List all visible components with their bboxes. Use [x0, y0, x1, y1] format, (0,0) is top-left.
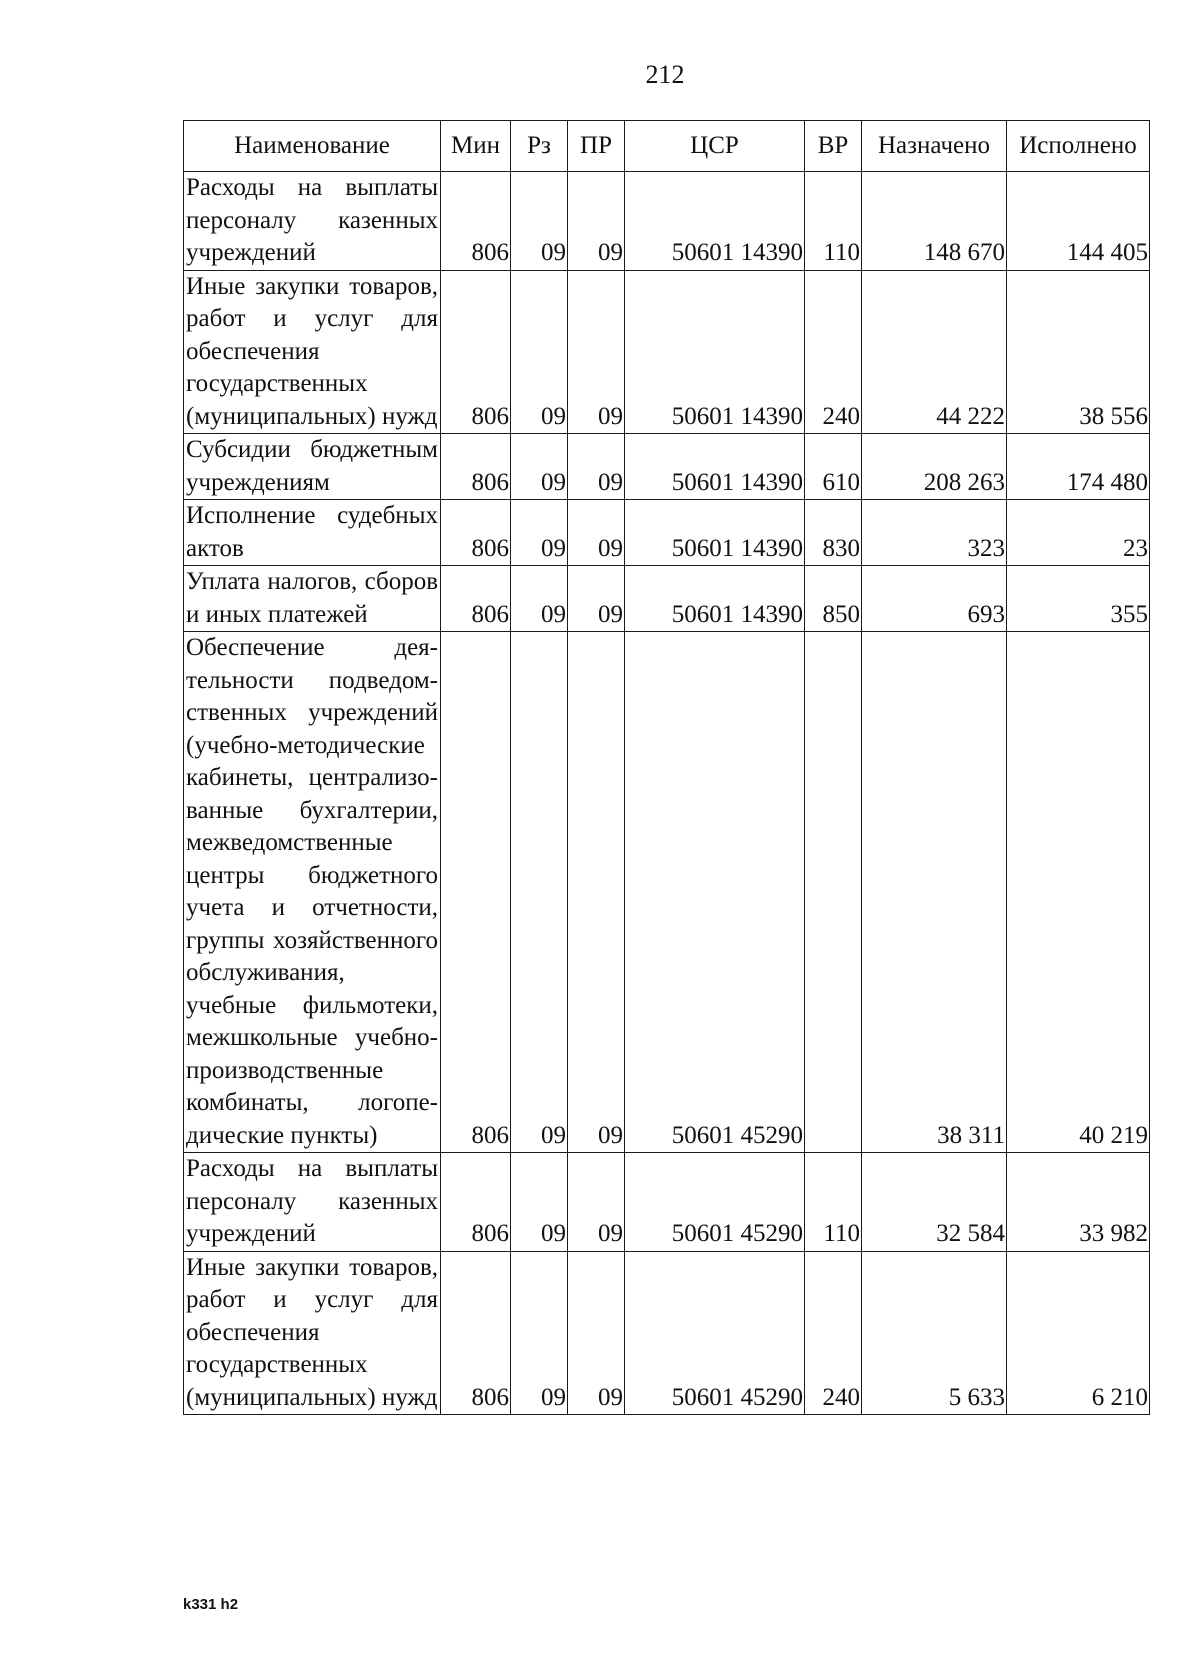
row-rz: 09 — [511, 434, 568, 500]
row-name: Уплата налогов, сборов и иных платежей — [184, 566, 441, 632]
row-min: 806 — [441, 566, 511, 632]
row-vr: 850 — [805, 566, 862, 632]
table-header — [184, 121, 1150, 172]
row-name: Исполнение судебных актов — [184, 500, 441, 566]
budget-table — [183, 120, 1150, 1415]
table-row — [184, 1251, 1150, 1415]
row-min: 806 — [441, 172, 511, 271]
header-assigned: Назначено — [862, 121, 1007, 172]
table-row — [184, 500, 1150, 566]
row-csr: 50601 45290 — [625, 632, 805, 1153]
row-name: Расходы на выплаты персоналу казенных учреждений — [184, 1153, 441, 1252]
row-executed: 355 — [1007, 566, 1150, 632]
row-rz: 09 — [511, 172, 568, 271]
row-assigned: 44 222 — [862, 270, 1007, 434]
header-row — [184, 121, 1150, 172]
row-pr: 09 — [568, 500, 625, 566]
row-vr: 610 — [805, 434, 862, 500]
row-rz: 09 — [511, 270, 568, 434]
row-vr: 110 — [805, 1153, 862, 1252]
header-executed: Исполнено — [1007, 121, 1150, 172]
row-name: Иные закупки товаров, работ и услуг для обеспечения государственных (муниципальных) нужд — [184, 270, 441, 434]
row-min: 806 — [441, 500, 511, 566]
row-rz: 09 — [511, 1251, 568, 1415]
row-rz: 09 — [511, 500, 568, 566]
row-assigned: 208 263 — [862, 434, 1007, 500]
row-executed: 23 — [1007, 500, 1150, 566]
table-row — [184, 632, 1150, 1153]
row-vr: 830 — [805, 500, 862, 566]
page-number: 212 — [645, 60, 685, 89]
header-vr: ВР — [805, 121, 862, 172]
row-csr: 50601 14390 — [625, 270, 805, 434]
row-vr: 240 — [805, 270, 862, 434]
row-min: 806 — [441, 434, 511, 500]
row-csr: 50601 45290 — [625, 1251, 805, 1415]
row-assigned: 5 633 — [862, 1251, 1007, 1415]
row-executed: 33 982 — [1007, 1153, 1150, 1252]
row-pr: 09 — [568, 434, 625, 500]
row-csr: 50601 14390 — [625, 500, 805, 566]
row-rz: 09 — [511, 566, 568, 632]
row-pr: 09 — [568, 1153, 625, 1252]
row-executed: 144 405 — [1007, 172, 1150, 271]
row-assigned: 693 — [862, 566, 1007, 632]
table-row — [184, 434, 1150, 500]
row-csr: 50601 14390 — [625, 566, 805, 632]
row-name: Обеспечение деятельности подведомственных учреждений (учебно-методические кабинеты, централизованные бухгалтерии, межведомственные центры бюджетного учета и отчетности, группы хозяйственного обслуживания, учебные фильмотеки, межшкольные учебно-производственные комбинаты, логопедические пункты) — [184, 632, 441, 1153]
row-min: 806 — [441, 632, 511, 1153]
row-executed: 40 219 — [1007, 632, 1150, 1153]
row-assigned: 32 584 — [862, 1153, 1007, 1252]
row-csr: 50601 14390 — [625, 434, 805, 500]
table-row — [184, 1153, 1150, 1252]
row-pr: 09 — [568, 270, 625, 434]
row-rz: 09 — [511, 1153, 568, 1252]
row-assigned: 38 311 — [862, 632, 1007, 1153]
row-pr: 09 — [568, 632, 625, 1153]
header-pr: ПР — [568, 121, 625, 172]
row-vr: 110 — [805, 172, 862, 271]
row-pr: 09 — [568, 1251, 625, 1415]
row-pr: 09 — [568, 172, 625, 271]
row-csr: 50601 45290 — [625, 1153, 805, 1252]
row-min: 806 — [441, 1251, 511, 1415]
table-row — [184, 566, 1150, 632]
row-name: Субсидии бюджетным учреждениям — [184, 434, 441, 500]
row-min: 806 — [441, 1153, 511, 1252]
row-csr: 50601 14390 — [625, 172, 805, 271]
table-body — [184, 172, 1150, 1415]
row-name: Расходы на выплаты персоналу казенных учреждений — [184, 172, 441, 271]
row-executed: 38 556 — [1007, 270, 1150, 434]
row-executed: 6 210 — [1007, 1251, 1150, 1415]
row-rz: 09 — [511, 632, 568, 1153]
footer-code: k331 h2 — [183, 1596, 239, 1613]
row-min: 806 — [441, 270, 511, 434]
header-rz: Рз — [511, 121, 568, 172]
row-assigned: 148 670 — [862, 172, 1007, 271]
row-assigned: 323 — [862, 500, 1007, 566]
row-vr — [805, 632, 862, 1153]
header-min: Мин — [441, 121, 511, 172]
row-vr: 240 — [805, 1251, 862, 1415]
row-name: Иные закупки товаров, работ и услуг для обеспечения государственных (муниципальных) нужд — [184, 1251, 441, 1415]
row-pr: 09 — [568, 566, 625, 632]
header-name: Наименование — [184, 121, 441, 172]
header-csr: ЦСР — [625, 121, 805, 172]
table-row — [184, 270, 1150, 434]
table-row — [184, 172, 1150, 271]
row-executed: 174 480 — [1007, 434, 1150, 500]
